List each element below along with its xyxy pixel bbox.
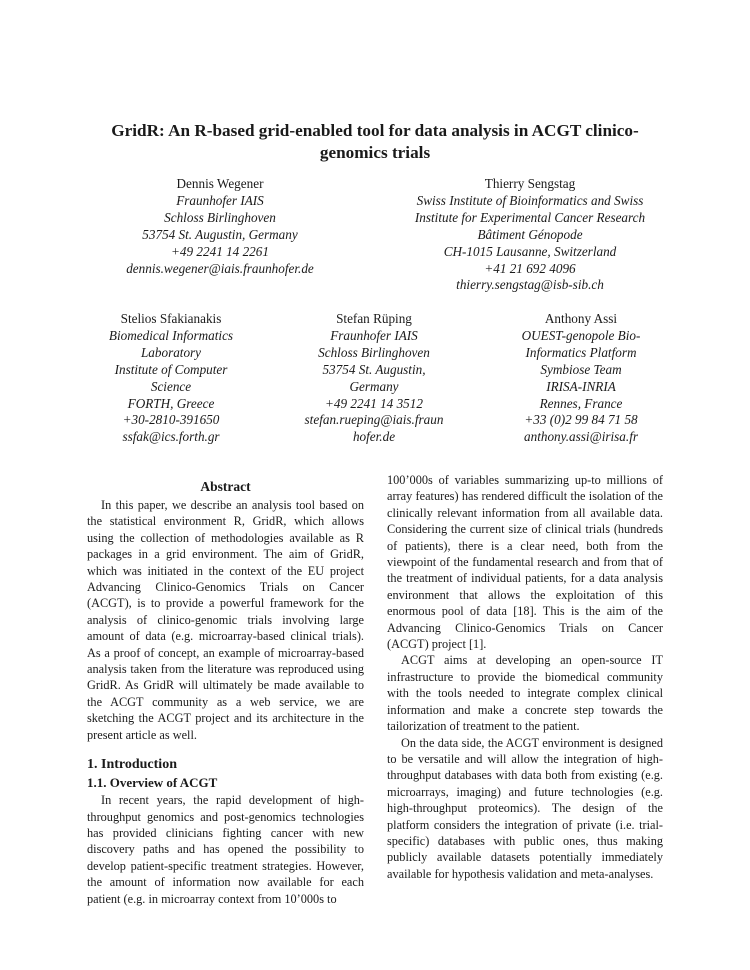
intro-paragraph: In recent years, the rapid development of high-throughput genomics and post-genomics technologies has provided clinicians fighting cancer with new discovery paths and has opened the possibility to develop patient-specific treatment strategies. However, the amount of information now available for each patient (e.g. in microarray context from 10’000s to [87,793,364,906]
paper-title: GridR: An R-based grid-enabled tool for data analysis in ACGT clinico-genomics trials [111,121,639,162]
author-affiliation-line: Fraunhofer IAIS [176,192,264,208]
author-block-rueping [286,311,462,446]
author-affiliation-line: CH-1015 Lausanne, Switzerland [443,243,617,259]
author-affiliation-line: Swiss Institute of Bioinformatics and Swiss [416,192,644,208]
intro-paragraph: On the data side, the ACGT environment is designed to be versatile and will allow the integration of high-throughput databases with data both from existing (e.g. microarrays, imaging) and future technologies (e.g. high-throughput proteomics). The design of the platform considers the integration of private (i.e. trial-specific) databases with public ones, thus making publicly available datasets potentially immediately available for hypothesis validation and meta-analyses. [387,735,663,881]
author-affiliation-line: 53754 St. Augustin, [322,361,426,377]
author-affiliation-line: Schloss Birlinghoven [318,344,430,360]
author-affiliation-line: Schloss Birlinghoven [164,209,276,225]
author-affiliation-line: Institute for Experimental Cancer Research [414,209,646,225]
author-name: Stelios Sfakianakis [120,311,222,326]
abstract-heading: Abstract [200,479,251,494]
author-name: Dennis Wegener [176,176,264,191]
author-affiliation-line: Bâtiment Génopode [477,226,583,242]
intro-continuation: 100’000s of variables summarizing up-to millions of array features) has rendered difficult the isolation of the clinically relevant information from all available data. Considering the current size of clinical trials (hundreds of patients), there is a clear need, both from the viewpoint of the fundamental research and from that of the treatment of individual patients, for a data analysis environment that allows the exploitation of this enormous pool of data [18]. This is the aim of the Advancing Clinico-Genomics Trials on Cancer (ACGT) project [1]. [387,473,663,652]
author-phone: +49 2241 14 3512 [325,395,423,411]
author-block-assi [500,311,662,446]
left-column [87,478,364,907]
author-phone: +41 21 692 4096 [484,260,576,276]
author-affiliation-line: Science [150,378,192,394]
author-affiliation-line: Institute of Computer [114,361,228,377]
author-affiliation-line: IRISA-INRIA [546,378,616,394]
abstract-text: In this paper, we describe an analysis tool based on the statistical environment R, GridR, which allows using the collection of methodologies available as R packages in a grid environment. The aim of GridR, which was initiated in the context of the EU project Advancing Clinico-Genomics Trials on Cancer (ACGT), is to provide a powerful framework for the analysis of clinico-genomic trials involving large amount of data (e.g. microarray-based clinical trials). As a proof of concept, an example of microarray-based analysis taken from the literature was reproduced using GridR. As GridR will ultimately be made available to the ACGT community as a web service, we are sketching the ACGT project and its architecture in the present article as well. [87,498,364,742]
author-email: thierry.sengstag@isb-sib.ch [456,277,604,293]
author-affiliation-line: Biomedical Informatics [108,327,234,343]
author-email: ssfak@ics.forth.gr [122,429,220,445]
author-affiliation-line: Germany [349,378,399,394]
author-affiliation-line: FORTH, Greece [127,395,215,411]
author-affiliation-line: OUEST-genopole Bio- [521,327,641,343]
author-affiliation-line: Rennes, France [539,395,623,411]
right-column [387,472,663,882]
author-block-wegener [104,176,336,277]
author-name: Stefan Rüping [336,311,412,326]
author-affiliation-line: Fraunhofer IAIS [330,327,418,343]
author-block-sengstag [394,176,666,294]
author-phone: +30-2810-391650 [122,412,220,428]
author-name: Anthony Assi [544,311,618,326]
author-affiliation-line: Laboratory [140,344,202,360]
author-name: Thierry Sengstag [484,176,576,191]
intro-paragraph: ACGT aims at developing an open-source IT infrastructure to provide the biomedical community with the tools needed to integrate complex clinical information and make a concrete step towards the tailorization of treatment to the patient. [387,653,663,734]
subsection-heading-overview: 1.1. Overview of ACGT [87,775,218,791]
author-block-sfakianakis [88,311,254,446]
author-affiliation-line: Symbiose Team [540,361,622,377]
author-affiliation-line: 53754 St. Augustin, Germany [142,226,298,242]
author-phone: +49 2241 14 2261 [171,243,269,259]
author-email: anthony.assi@irisa.fr [524,429,638,445]
author-email: hofer.de [352,429,396,445]
section-heading-introduction: 1. Introduction [87,757,177,773]
author-email: dennis.wegener@iais.fraunhofer.de [126,260,314,276]
author-email: stefan.rueping@iais.fraun [304,412,444,428]
author-affiliation-line: Informatics Platform [525,344,637,360]
author-phone: +33 (0)2 99 84 71 58 [524,412,638,428]
